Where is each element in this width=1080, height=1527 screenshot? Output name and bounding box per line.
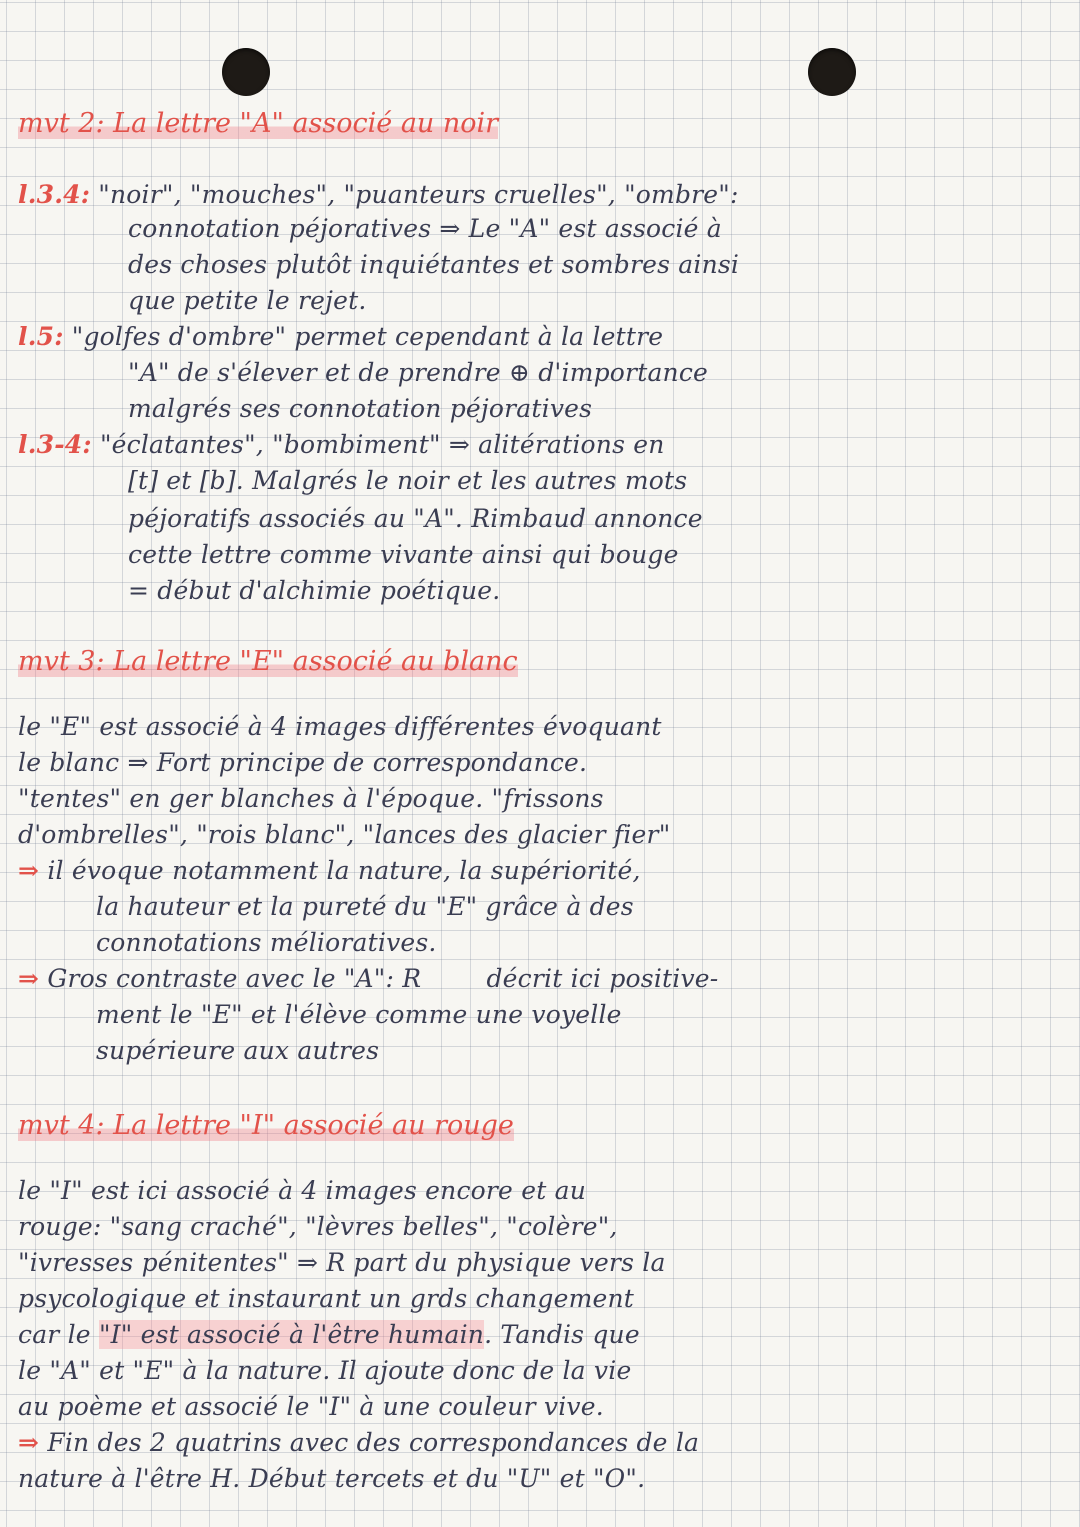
mvt4-line-5 xyxy=(18,1320,640,1349)
mvt2-line-3: des choses plutôt inquiétantes et sombres ainsi xyxy=(128,250,740,279)
mvt4-line-7: au poème et associé le "I" à une couleur vive. xyxy=(18,1392,604,1421)
note-text: "golfes d'ombre" permet cependant à la lettre xyxy=(71,322,664,351)
heading-mvt3-text: mvt 3: La lettre "E" associé au blanc xyxy=(18,646,518,677)
mvt4-line-3: "ivresses pénitentes" ⇒ R part du physique vers la xyxy=(18,1248,666,1277)
mvt4-line-8 xyxy=(18,1428,699,1457)
mvt3-line-7: connotations mélioratives. xyxy=(96,928,437,957)
note-text: "éclatantes", "bombiment" ⇒ alitérations en xyxy=(99,430,665,459)
mvt2-line-6: "A" de s'élever et de prendre ⊕ d'importance xyxy=(128,358,709,387)
mvt3-line-10: supérieure aux autres xyxy=(96,1036,380,1065)
heading-mvt4 xyxy=(18,1110,520,1141)
mvt3-line-9: ment le "E" et l'élève comme une voyelle xyxy=(96,1000,622,1029)
heading-mvt2-text: mvt 2: La lettre "A" associé au noir xyxy=(18,108,499,139)
line-ref: l.3-4: xyxy=(18,430,92,459)
mvt4-line-4: psycologique et instaurant un grds changement xyxy=(18,1284,635,1313)
mvt2-line-10: péjoratifs associés au "A". Rimbaud annonce xyxy=(128,504,703,533)
mvt2-line-7: malgrés ses connotation péjoratives xyxy=(128,394,593,423)
mvt3-line-6: la hauteur et la pureté du "E" grâce à des xyxy=(96,892,634,921)
arrow-icon: ⇒ xyxy=(18,856,40,885)
mvt4-line-9: nature à l'être H. Début tercets et du "U" et "O". xyxy=(18,1464,646,1493)
note-text: Fin des 2 quatrins avec des correspondances de la xyxy=(47,1428,700,1457)
note-text: . Tandis que xyxy=(484,1320,640,1349)
mvt2-line-5 xyxy=(18,322,663,351)
mvt3-line-2: le blanc ⇒ Fort principe de correspondance. xyxy=(18,748,588,777)
mvt2-line-2: connotation péjoratives ⇒ Le "A" est associé à xyxy=(128,214,722,243)
mvt2-line-9: [t] et [b]. Malgrés le noir et les autres mots xyxy=(128,466,688,495)
mvt3-line-8 xyxy=(18,964,718,993)
note-text: Gros contraste avec le "A": R décrit ici positive- xyxy=(47,964,719,993)
mvt2-line-1 xyxy=(18,180,739,209)
note-text: "noir", "mouches", "puanteurs cruelles", "ombre": xyxy=(98,180,739,209)
mvt3-line-1: le "E" est associé à 4 images différentes évoquant xyxy=(18,712,662,741)
note-text: car le xyxy=(18,1320,99,1349)
mvt3-line-5 xyxy=(18,856,641,885)
mvt4-line-1: le "I" est ici associé à 4 images encore et au xyxy=(18,1176,586,1205)
mvt2-line-11: cette lettre comme vivante ainsi qui bouge xyxy=(128,540,679,569)
mvt4-line-6: le "A" et "E" à la nature. Il ajoute donc de la vie xyxy=(18,1356,632,1385)
line-ref: l.5: xyxy=(18,322,64,351)
arrow-icon: ⇒ xyxy=(18,964,40,993)
mvt2-line-12: = début d'alchimie poétique. xyxy=(128,576,501,605)
highlighted-text: "I" est associé à l'être humain xyxy=(98,1320,485,1349)
mvt4-line-2: rouge: "sang craché", "lèvres belles", "colère", xyxy=(18,1212,618,1241)
arrow-icon: ⇒ xyxy=(18,1428,40,1457)
heading-mvt4-text: mvt 4: La lettre "I" associé au rouge xyxy=(18,1110,514,1141)
mvt2-line-4: que petite le rejet. xyxy=(128,286,367,315)
heading-mvt2 xyxy=(18,108,504,139)
mvt3-line-4: d'ombrelles", "rois blanc", "lances des glacier fier" xyxy=(18,820,671,849)
note-text: il évoque notamment la nature, la supériorité, xyxy=(47,856,641,885)
mvt2-line-8 xyxy=(18,430,665,459)
line-ref: l.3.4: xyxy=(18,180,91,209)
mvt3-line-3: "tentes" en ger blanches à l'époque. "frissons xyxy=(18,784,604,813)
heading-mvt3 xyxy=(18,646,524,677)
